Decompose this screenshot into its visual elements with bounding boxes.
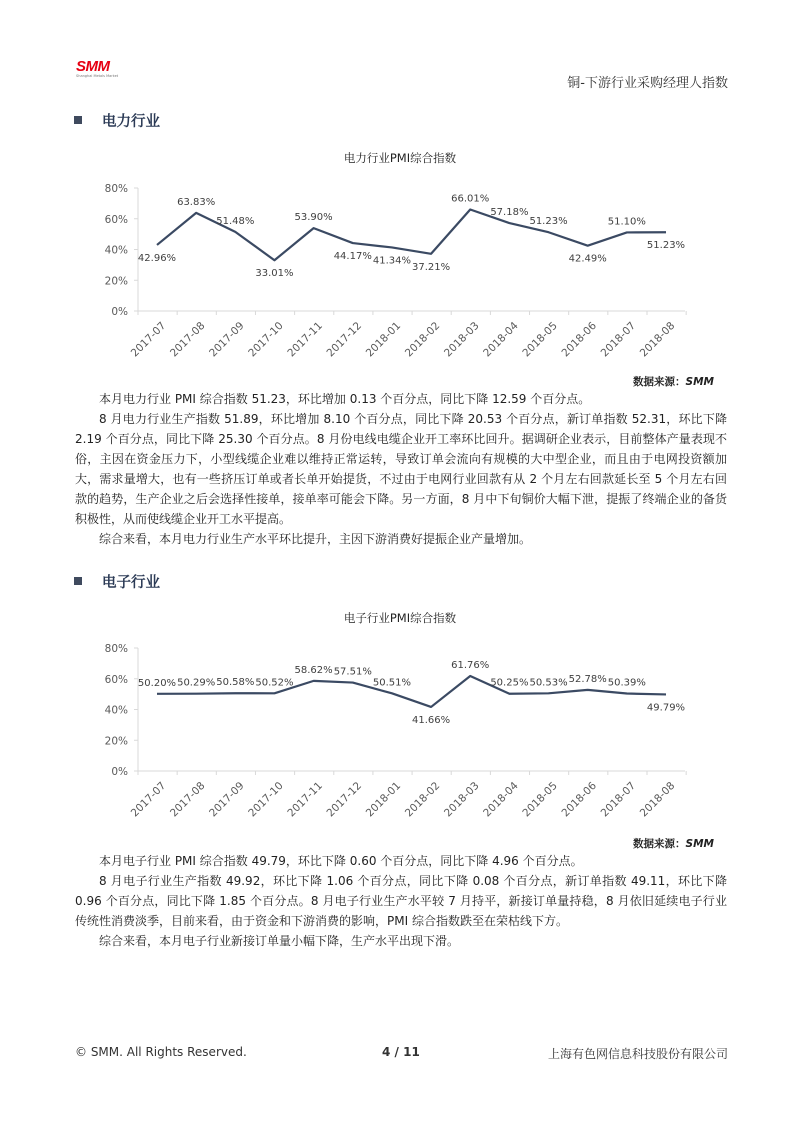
paragraph: 综合来看，本月电力行业生产水平环比提升，主因下游消费好提振企业产量增加。 [99, 532, 532, 546]
x-tick-label: 2018-03 [442, 319, 482, 360]
y-tick-label: 0% [111, 306, 128, 318]
data-label: 49.79% [646, 702, 686, 714]
chart-title: 电子行业PMI综合指数 [343, 611, 457, 625]
x-tick-label: 2017-11 [285, 319, 325, 360]
data-label: 51.23% [529, 216, 568, 228]
data-label: 51.48% [216, 215, 255, 227]
electronics-analysis-text [75, 851, 727, 951]
source-name: SMM [685, 376, 714, 388]
data-label: 61.76% [451, 660, 490, 672]
x-tick-label: 2018-07 [598, 779, 639, 820]
data-label: 50.25% [490, 677, 529, 689]
x-tick-label: 2018-08 [637, 779, 678, 820]
bullet-square-icon [74, 577, 82, 585]
data-label: 50.52% [255, 677, 294, 689]
y-tick-label: 0% [111, 766, 128, 778]
x-tick-label: 2018-02 [402, 779, 443, 820]
x-tick-label: 2018-07 [598, 319, 639, 360]
power-pmi-chart [0, 140, 800, 375]
data-label: 50.39% [607, 677, 646, 689]
document-title: 铜-下游行业采购经理人指数 [567, 76, 728, 91]
x-tick-label: 2017-12 [324, 779, 365, 820]
data-label: 51.23% [646, 240, 686, 252]
y-tick-label: 20% [104, 735, 128, 748]
x-tick-label: 2017-07 [128, 779, 169, 820]
paragraph: 综合来看，本月电子行业新接订单量小幅下降，生产水平出现下滑。 [99, 934, 460, 948]
footer-copyright: © SMM. All Rights Reserved. [75, 1045, 247, 1059]
y-tick-label: 40% [104, 244, 128, 257]
x-tick-label: 2018-04 [481, 779, 521, 820]
y-tick-label: 80% [104, 643, 128, 655]
section-heading-text: 电力行业 [102, 114, 160, 130]
data-label: 33.01% [255, 268, 294, 280]
source-name: SMM [685, 838, 714, 850]
y-tick-label: 60% [104, 213, 128, 226]
section-heading-electronics [74, 571, 160, 592]
data-source-power [633, 374, 714, 389]
data-label: 50.20% [137, 677, 177, 689]
logo-subtitle: Shanghai Metals Market [76, 74, 119, 78]
x-tick-label: 2018-06 [559, 779, 600, 820]
data-label: 57.51% [333, 666, 372, 678]
x-tick-label: 2017-09 [207, 319, 247, 360]
data-label: 42.96% [137, 252, 177, 264]
x-tick-label: 2018-02 [402, 319, 443, 360]
data-label: 37.21% [412, 261, 451, 273]
paragraph: 本月电力行业 PMI 综合指数 51.23，环比增加 0.13 个百分点，同比下降 12.59 个百分点。 [99, 392, 591, 406]
data-label: 53.90% [294, 212, 333, 224]
section-heading-power [74, 110, 160, 131]
source-label: 数据来源： [633, 376, 686, 388]
data-label: 50.29% [177, 677, 216, 689]
data-label: 41.34% [372, 255, 411, 267]
y-tick-label: 20% [104, 275, 128, 288]
data-label: 63.83% [177, 196, 216, 208]
x-tick-label: 2017-07 [128, 319, 169, 360]
x-tick-label: 2018-01 [363, 319, 404, 360]
y-tick-label: 40% [104, 704, 128, 717]
data-label: 57.18% [490, 207, 529, 219]
data-label: 51.10% [607, 216, 646, 228]
x-tick-label: 2018-05 [520, 779, 560, 820]
x-tick-label: 2017-08 [167, 779, 208, 820]
data-label: 58.62% [294, 664, 333, 676]
paragraph: 8 月电子行业生产指数 49.92，环比下降 1.06 个百分点，同比下降 0.08 个百分点，新订单指数 49.11，环比下降 0.96 个百分点，同比下降 1.85 个百分点。8 月电子行业生产水平较 7 月持平，新接订单量持稳，8 月依旧延续电子行业传统性消费淡季，目前来看，由于资金和下游消费的影响，PMI 综合指数跌至在荣枯线下方。 [75, 874, 727, 928]
x-tick-label: 2018-08 [637, 319, 678, 360]
chart-title: 电力行业PMI综合指数 [343, 151, 457, 165]
paragraph: 本月电子行业 PMI 综合指数 49.79，环比下降 0.60 个百分点，同比下降 4.96 个百分点。 [99, 854, 583, 868]
data-label: 42.49% [568, 253, 607, 265]
electronics-pmi-chart [0, 600, 800, 835]
data-source-electronics [633, 836, 714, 851]
x-tick-label: 2018-01 [363, 779, 404, 820]
data-label: 52.78% [568, 673, 607, 685]
data-label: 66.01% [451, 193, 490, 205]
data-label: 44.17% [333, 251, 372, 263]
x-tick-label: 2017-09 [207, 779, 247, 820]
logo-mark: SMM [76, 58, 110, 75]
x-tick-label: 2017-12 [324, 319, 365, 360]
x-tick-label: 2017-08 [167, 319, 208, 360]
power-analysis-text [75, 389, 727, 549]
footer-company: 上海有色网信息科技股份有限公司 [547, 1047, 728, 1061]
x-tick-label: 2017-11 [285, 779, 325, 820]
data-label: 50.51% [372, 677, 411, 689]
source-label: 数据来源： [633, 838, 686, 850]
footer-page-number: 4 / 11 [382, 1045, 420, 1059]
x-tick-label: 2017-10 [246, 779, 286, 820]
bullet-square-icon [74, 116, 82, 124]
smm-logo [76, 60, 136, 79]
x-tick-label: 2018-06 [559, 319, 600, 360]
y-tick-label: 80% [104, 183, 128, 195]
section-heading-text: 电子行业 [102, 575, 160, 591]
y-tick-label: 60% [104, 673, 128, 686]
x-tick-label: 2018-05 [520, 319, 560, 360]
x-tick-label: 2017-10 [246, 319, 286, 360]
x-tick-label: 2018-04 [481, 319, 521, 360]
data-label: 50.53% [529, 677, 568, 689]
data-label: 50.58% [216, 677, 255, 689]
data-label: 41.66% [412, 714, 451, 726]
x-tick-label: 2018-03 [442, 779, 482, 820]
paragraph: 8 月电力行业生产指数 51.89，环比增加 8.10 个百分点，同比下降 20.53 个百分点，新订单指数 52.31，环比下降 2.19 个百分点，同比下降 25.30 个百分点。8 月份电线电缆企业开工率环比回升。据调研企业表示，目前整体产量表现不俗，主因在资金压力下，小型线缆企业难以维持正常运转，导致订单会流向有规模的大中型企业，而且由于电网投资额加大，需求量增大，也有一些挤压订单或者长单开始提货，不过由于电网行业回款有从 2 个月左右回款延长至 5 个月左右回款的趋势，生产企业之后会选择性接单，接单率可能会下降。另一方面，8 月中下旬铜价大幅下泄，提振了终端企业的备货积极性，从而使线缆企业开工水平提高。 [75, 412, 727, 526]
